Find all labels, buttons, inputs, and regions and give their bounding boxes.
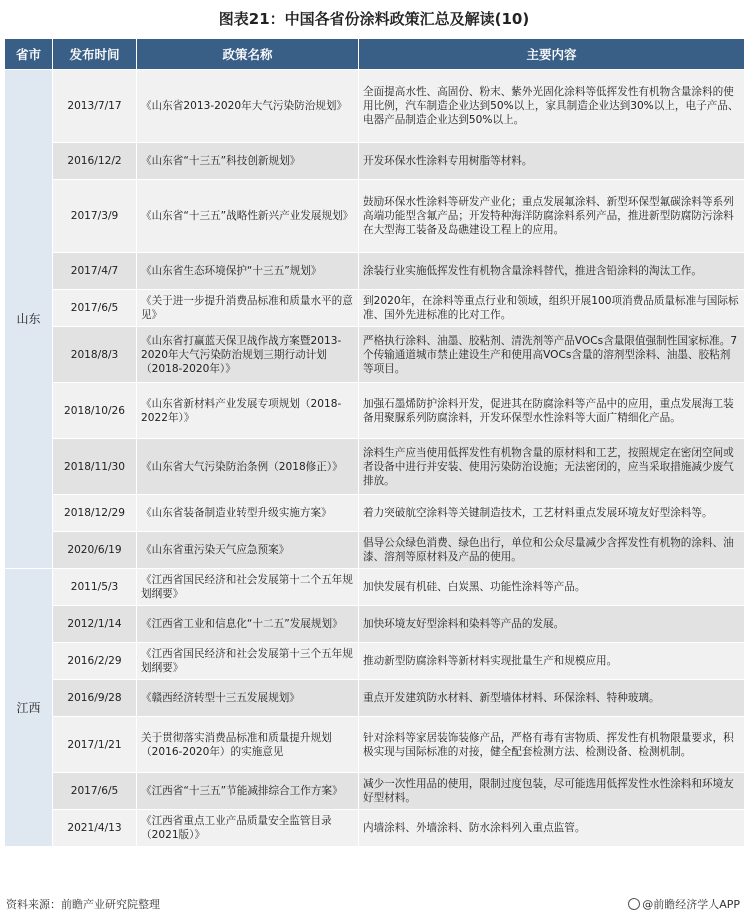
content-cell: 着力突破航空涂料等关键制造技术，工艺材料重点发展环境友好型涂料等。: [359, 495, 745, 532]
table-header-row: [5, 39, 745, 70]
content-cell: 加强石墨烯防护涂料开发，促进其在防腐涂料等产品中的应用，重点发展海工装备用聚脲系列防腐涂料，开发环保型水性涂料等大面广精细化产品。: [359, 383, 745, 439]
date-cell: 2017/6/5: [53, 290, 137, 327]
content-cell: 内墙涂料、外墙涂料、防水涂料列入重点监管。: [359, 810, 745, 847]
policy-name-cell: 《山东省2013-2020年大气污染防治规划》: [137, 70, 359, 143]
content-cell: 重点开发建筑防水材料、新型墙体材料、环保涂料、特种玻璃。: [359, 680, 745, 717]
province-cell: 山东: [5, 70, 53, 569]
content-cell: 鼓励环保水性涂料等研发产业化；重点发展氟涂料、新型环保型氟碳涂料等系列高端功能型含氟产品；开发特种海洋防腐涂料系列产品，推进新型防腐防污涂料在大型海工装备及岛礁建设工程上的应用。: [359, 180, 745, 253]
table-row: [5, 569, 745, 606]
content-cell: 到2020年，在涂料等重点行业和领域，组织开展100项消费品质量标准与国际标准、国外先进标准的比对工作。: [359, 290, 745, 327]
table-row: [5, 327, 745, 383]
header-province: 省市: [5, 39, 53, 70]
table-row: [5, 606, 745, 643]
date-cell: 2017/6/5: [53, 773, 137, 810]
date-cell: 2021/4/13: [53, 810, 137, 847]
policy-name-cell: 《江西省重点工业产品质量安全监管目录（2021版）》: [137, 810, 359, 847]
source-note: 资料来源：前瞻产业研究院整理: [6, 898, 160, 911]
content-cell: 开发环保水性涂料专用树脂等材料。: [359, 143, 745, 180]
content-cell: 倡导公众绿色消费、绿色出行，单位和公众尽量减少含挥发性有机物的涂料、油漆、溶剂等原材料及产品的使用。: [359, 532, 745, 569]
policy-name-cell: 《山东省“十三五”战略性新兴产业发展规划》: [137, 180, 359, 253]
table-row: [5, 143, 745, 180]
content-cell: 涂料生产应当使用低挥发性有机物含量的原材料和工艺，按照规定在密闭空间或者设备中进行并安装、使用污染防治设施；无法密闭的，应当采取措施减少废气排放。: [359, 439, 745, 495]
policy-name-cell: 《山东省新材料产业发展专项规划（2018-2022年）》: [137, 383, 359, 439]
policy-name-cell: 《江西省工业和信息化“十二五”发展规划》: [137, 606, 359, 643]
date-cell: 2020/6/19: [53, 532, 137, 569]
date-cell: 2016/9/28: [53, 680, 137, 717]
policy-name-cell: 关于贯彻落实消费品标准和质量提升规划（2016-2020年）的实施意见: [137, 717, 359, 773]
policy-table: [4, 38, 745, 847]
policy-name-cell: 《江西省国民经济和社会发展第十三个五年规划纲要》: [137, 643, 359, 680]
table-row: [5, 717, 745, 773]
policy-name-cell: 《山东省大气污染防治条例（2018修正）》: [137, 439, 359, 495]
content-cell: 严格执行涂料、油墨、胶粘剂、清洗剂等产品VOCs含量限值强制性国家标准。7个传输通道城市禁止建设生产和使用高VOCs含量的溶剂型涂料、油墨、胶粘剂等项目。: [359, 327, 745, 383]
table-row: [5, 383, 745, 439]
table-row: [5, 439, 745, 495]
content-cell: 涂装行业实施低挥发性有机物含量涂料替代，推进含铅涂料的淘汰工作。: [359, 253, 745, 290]
date-cell: 2017/4/7: [53, 253, 137, 290]
table-row: [5, 290, 745, 327]
date-cell: 2012/1/14: [53, 606, 137, 643]
table-row: [5, 643, 745, 680]
table-row: [5, 532, 745, 569]
table-row: [5, 180, 745, 253]
policy-name-cell: 《关于进一步提升消费品标准和质量水平的意见》: [137, 290, 359, 327]
brand-label: [628, 895, 740, 915]
header-policy-name: 政策名称: [137, 39, 359, 70]
footer: [6, 895, 740, 915]
header-date: 发布时间: [53, 39, 137, 70]
date-cell: 2018/10/26: [53, 383, 137, 439]
policy-name-cell: 《山东省装备制造业转型升级实施方案》: [137, 495, 359, 532]
copyright-icon: [628, 898, 640, 910]
content-cell: 加快发展有机硅、白炭黑、功能性涂料等产品。: [359, 569, 745, 606]
content-cell: 针对涂料等家居装饰装修产品，严格有毒有害物质、挥发性有机物限量要求，积极实现与国际标准的对接，健全配套检测方法、检测设备、检测机制。: [359, 717, 745, 773]
content-cell: 减少一次性用品的使用，限制过度包装，尽可能选用低挥发性水性涂料和环境友好型材料。: [359, 773, 745, 810]
header-content: 主要内容: [359, 39, 745, 70]
date-cell: 2018/12/29: [53, 495, 137, 532]
table-row: [5, 253, 745, 290]
policy-name-cell: 《山东省重污染天气应急预案》: [137, 532, 359, 569]
table-row: [5, 495, 745, 532]
table-row: [5, 810, 745, 847]
table-row: [5, 680, 745, 717]
content-cell: 推动新型防腐涂料等新材料实现批量生产和规模应用。: [359, 643, 745, 680]
province-cell: 江西: [5, 569, 53, 847]
date-cell: 2018/8/3: [53, 327, 137, 383]
date-cell: 2016/2/29: [53, 643, 137, 680]
content-cell: 加快环境友好型涂料和染料等产品的发展。: [359, 606, 745, 643]
table-row: [5, 70, 745, 143]
policy-name-cell: 《山东省“十三五”科技创新规划》: [137, 143, 359, 180]
policy-name-cell: 《江西省“十三五”节能减排综合工作方案》: [137, 773, 359, 810]
policy-name-cell: 《山东省打赢蓝天保卫战作战方案暨2013-2020年大气污染防治规划三期行动计划（2018-2020年）》: [137, 327, 359, 383]
date-cell: 2017/3/9: [53, 180, 137, 253]
policy-name-cell: 《山东省生态环境保护“十三五”规划》: [137, 253, 359, 290]
content-cell: 全面提高水性、高固份、粉末、紫外光固化涂料等低挥发性有机物含量涂料的使用比例，汽车制造企业达到50%以上，家具制造企业达到30%以上，电子产品、电器产品制造企业达到50%以上。: [359, 70, 745, 143]
table-body: [5, 70, 745, 847]
date-cell: 2013/7/17: [53, 70, 137, 143]
date-cell: 2016/12/2: [53, 143, 137, 180]
table-row: [5, 773, 745, 810]
date-cell: 2018/11/30: [53, 439, 137, 495]
policy-name-cell: 《江西省国民经济和社会发展第十二个五年规划纲要》: [137, 569, 359, 606]
date-cell: 2011/5/3: [53, 569, 137, 606]
brand-text: @前瞻经济学人APP: [642, 898, 740, 911]
figure-title: 图表21：中国各省份涂料政策汇总及解读(10): [218, 10, 530, 28]
policy-name-cell: 《赣西经济转型十三五发展规划》: [137, 680, 359, 717]
date-cell: 2017/1/21: [53, 717, 137, 773]
